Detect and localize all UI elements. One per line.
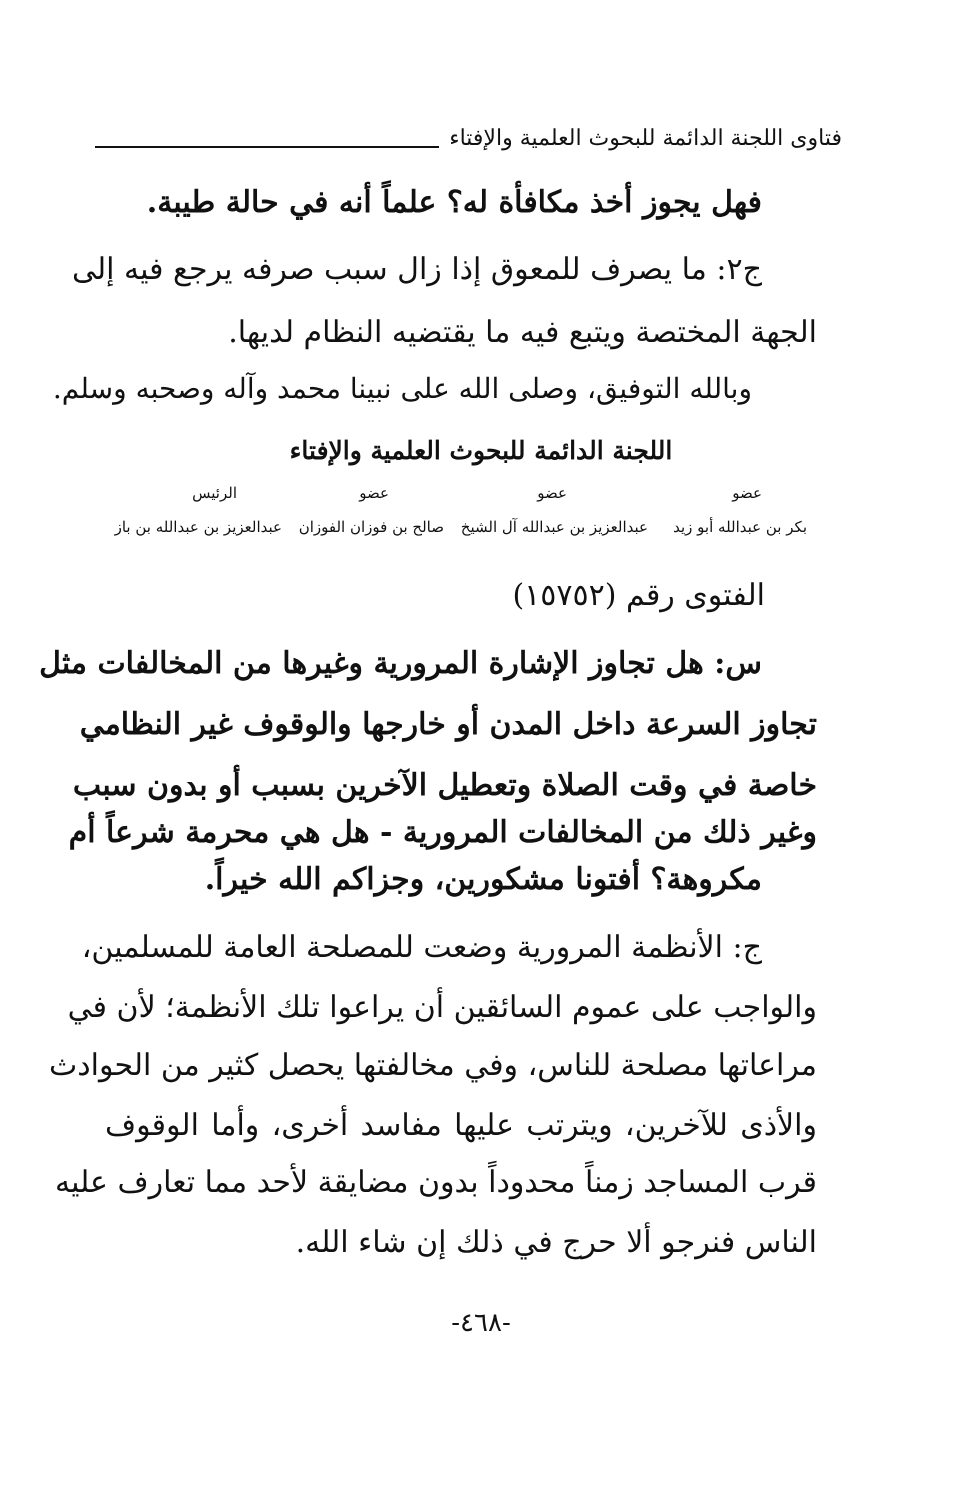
member-name: صالح بن فوزان الفوزان — [298, 518, 444, 536]
page-number: -٤٦٨- — [451, 1308, 511, 1338]
answer-line: والأذى للآخرين، ويترتب عليها مفاسد أخرى، وأما الوقوف — [105, 1108, 817, 1143]
previous-question-tail: فهل يجوز أخذ مكافأة له؟ علماً أنه في حالة طيبة. — [146, 185, 762, 220]
fatwa-number: الفتوى رقم (١٥٧٥٢) — [512, 578, 765, 613]
previous-answer-line: الجهة المختصة ويتبع فيه ما يقتضيه النظام لديها. — [228, 315, 817, 350]
running-header — [95, 118, 842, 158]
committee-title: اللجنة الدائمة للبحوث العلمية والإفتاء — [289, 436, 673, 465]
question-line: خاصة في وقت الصلاة وتعطيل الآخرين بسبب أو بدون سبب — [72, 768, 817, 803]
closing-prayer: وبالله التوفيق، وصلى الله على نبينا محمد وآله وصحبه وسلم. — [52, 372, 752, 405]
member-role: عضو — [359, 484, 389, 502]
answer-line: الناس فنرجو ألا حرج في ذلك إن شاء الله. — [295, 1225, 817, 1260]
previous-answer-line: ج٢: ما يصرف للمعوق إذا زال سبب صرفه يرجع فيه إلى — [72, 252, 762, 287]
answer-line: مراعاتها مصلحة للناس، وفي مخالفتها يحصل كثير من الحوادث — [49, 1048, 817, 1083]
answer-line: قرب المساجد زمناً محدوداً بدون مضايقة لأحد مما تعارف عليه — [54, 1165, 817, 1200]
member-role: عضو — [732, 484, 762, 502]
question-line: وغير ذلك من المخالفات المرورية - هل هي محرمة شرعاً أم — [68, 815, 817, 850]
question-line: تجاوز السرعة داخل المدن أو خارجها والوقوف غير النظامي — [79, 707, 817, 742]
member-role: عضو — [537, 484, 567, 502]
header-rule — [95, 146, 439, 148]
member-role: الرئيس — [192, 484, 237, 502]
member-name: بكر بن عبدالله أبو زيد — [673, 518, 807, 536]
answer-line: والواجب على عموم السائقين أن يراعوا تلك الأنظمة؛ لأن في — [67, 990, 817, 1025]
question-line: س: هل تجاوز الإشارة المرورية وغيرها من المخالفات مثل — [39, 646, 762, 681]
question-line: مكروهة؟ أفتونا مشكورين، وجزاكم الله خيراً. — [204, 862, 762, 897]
member-name: عبدالعزيز بن عبدالله بن باز — [114, 518, 282, 536]
member-name: عبدالعزيز بن عبدالله آل الشيخ — [460, 518, 648, 536]
header-title: فتاوى اللجنة الدائمة للبحوث العلمية والإفتاء — [449, 125, 842, 151]
answer-line: ج: الأنظمة المرورية وضعت للمصلحة العامة للمسلمين، — [81, 930, 762, 965]
